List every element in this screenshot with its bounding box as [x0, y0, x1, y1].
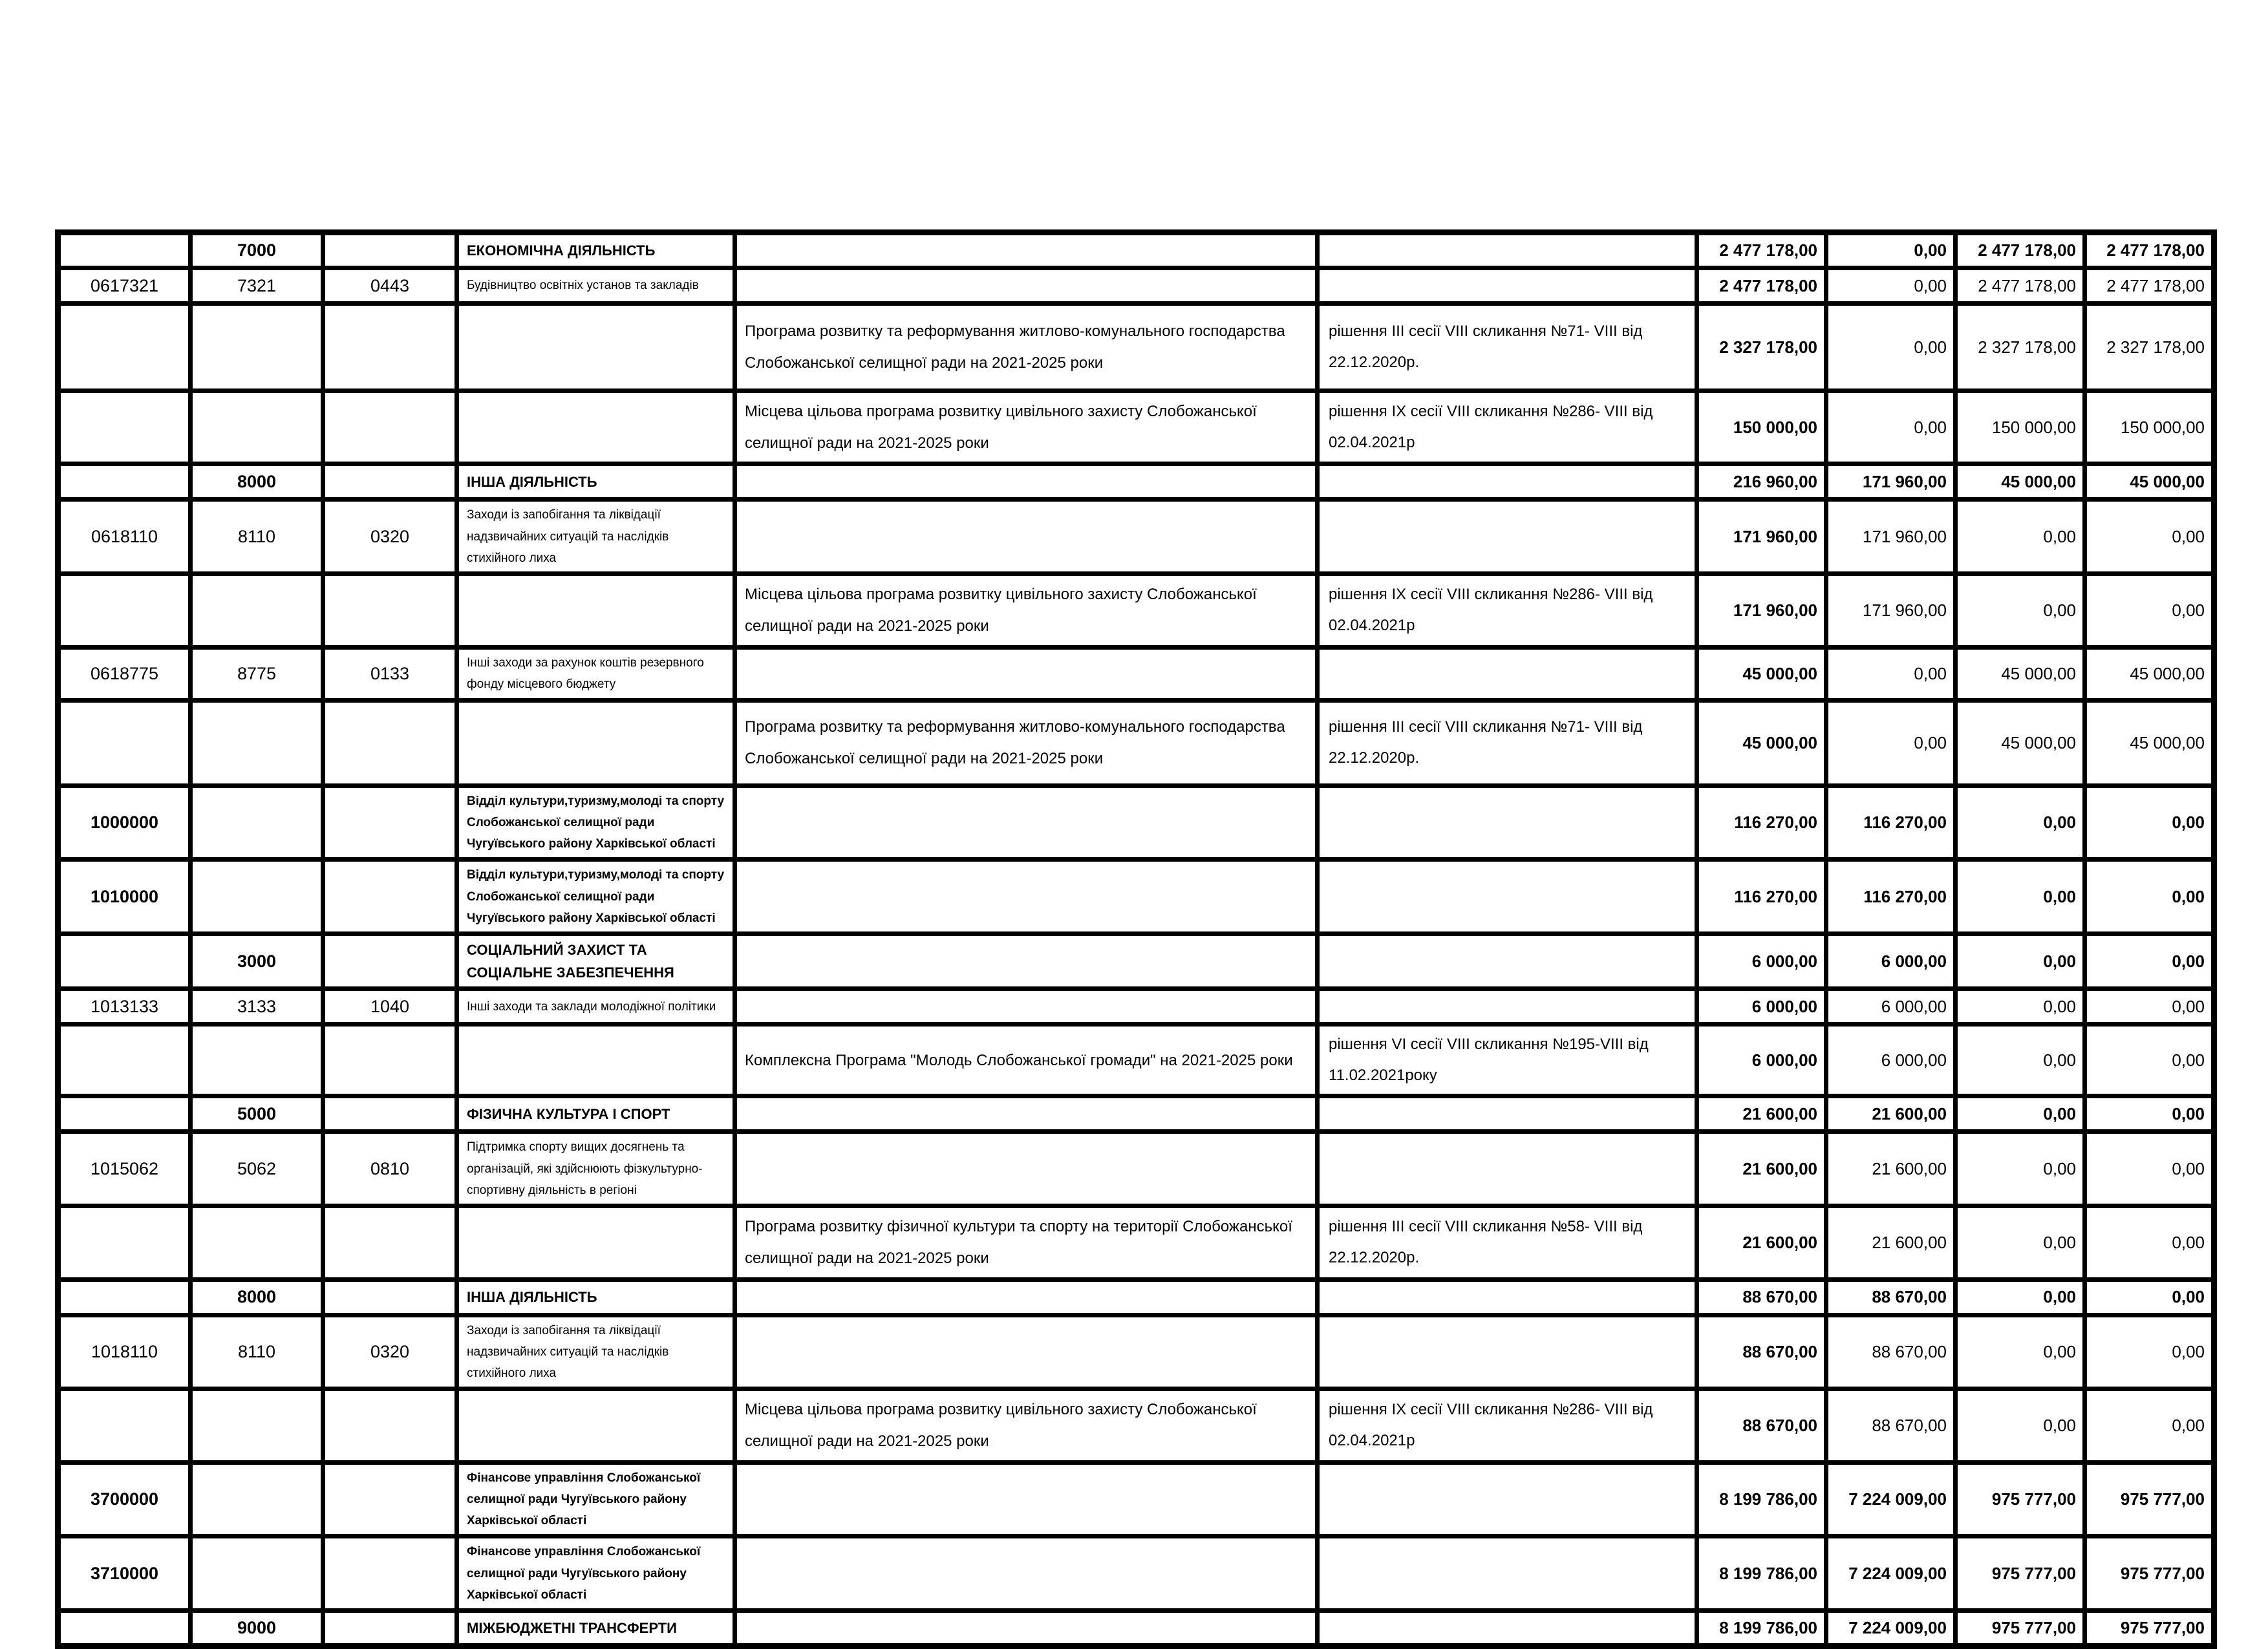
- council-decision-cell: [1318, 1132, 1697, 1206]
- amount-cell: 0,00: [1956, 1389, 2085, 1462]
- council-decision-cell: [1318, 1096, 1697, 1132]
- code-type-cell: [191, 860, 323, 934]
- code-program-cell: 1000000: [58, 785, 191, 860]
- program-name-cell: Інші заходи за рахунок коштів резервного фонду місцевого бюджету: [457, 647, 735, 700]
- amount-cell: 975 777,00: [2085, 1537, 2214, 1611]
- code-func-cell: [323, 785, 457, 860]
- table-row: [58, 1389, 2214, 1462]
- amount-cell: 0,00: [2085, 934, 2214, 989]
- amount-cell: 21 600,00: [1697, 1132, 1826, 1206]
- amount-cell: 6 000,00: [1697, 934, 1826, 989]
- code-type-cell: [191, 1025, 323, 1096]
- council-decision-cell: [1318, 1462, 1697, 1537]
- amount-cell: 6 000,00: [1697, 1025, 1826, 1096]
- table-row: [58, 574, 2214, 647]
- table-row: [58, 500, 2214, 574]
- table-row: [58, 934, 2214, 989]
- local-program-cell: [735, 464, 1318, 500]
- amount-cell: 0,00: [1956, 1025, 2085, 1096]
- amount-cell: 0,00: [1956, 574, 2085, 647]
- amount-cell: 45 000,00: [2085, 700, 2214, 785]
- local-program-cell: [735, 233, 1318, 268]
- table-row: [58, 1315, 2214, 1389]
- amount-cell: 7 224 009,00: [1826, 1537, 1956, 1611]
- amount-cell: 0,00: [1826, 233, 1956, 268]
- code-func-cell: 0320: [323, 1315, 457, 1389]
- council-decision-cell: [1318, 1315, 1697, 1389]
- code-program-cell: [58, 700, 191, 785]
- amount-cell: 0,00: [1826, 304, 1956, 391]
- code-func-cell: [323, 1611, 457, 1646]
- code-program-cell: 0618775: [58, 647, 191, 700]
- code-func-cell: [323, 1025, 457, 1096]
- code-program-cell: 3700000: [58, 1462, 191, 1537]
- local-program-cell: [735, 1537, 1318, 1611]
- amount-cell: 21 600,00: [1697, 1206, 1826, 1279]
- local-program-cell: [735, 268, 1318, 304]
- amount-cell: 0,00: [1956, 785, 2085, 860]
- code-program-cell: 1013133: [58, 989, 191, 1025]
- amount-cell: 171 960,00: [1697, 500, 1826, 574]
- code-type-cell: [191, 785, 323, 860]
- amount-cell: 45 000,00: [1697, 700, 1826, 785]
- council-decision-cell: [1318, 785, 1697, 860]
- budget-table: [55, 229, 2217, 1649]
- local-program-cell: [735, 1315, 1318, 1389]
- table-row: [58, 700, 2214, 785]
- code-program-cell: [58, 391, 191, 464]
- code-func-cell: [323, 304, 457, 391]
- amount-cell: 88 670,00: [1826, 1279, 1956, 1315]
- amount-cell: 0,00: [1956, 1315, 2085, 1389]
- table-row: [58, 647, 2214, 700]
- amount-cell: 0,00: [1826, 647, 1956, 700]
- program-name-cell: [457, 574, 735, 647]
- local-program-cell: Програма розвитку та реформування житлово-комунального господарства Слобожанської селищної ради на 2021-2025 роки: [735, 700, 1318, 785]
- amount-cell: 2 327 178,00: [2085, 304, 2214, 391]
- council-decision-cell: [1318, 647, 1697, 700]
- local-program-cell: [735, 934, 1318, 989]
- amount-cell: 975 777,00: [1956, 1462, 2085, 1537]
- code-type-cell: [191, 700, 323, 785]
- code-program-cell: 1010000: [58, 860, 191, 934]
- code-func-cell: 0443: [323, 268, 457, 304]
- local-program-cell: Місцева цільова програма розвитку цивільного захисту Слобожанської селищної ради на 2021-2025 роки: [735, 574, 1318, 647]
- code-type-cell: 8775: [191, 647, 323, 700]
- amount-cell: 171 960,00: [1697, 574, 1826, 647]
- amount-cell: 45 000,00: [1956, 647, 2085, 700]
- amount-cell: 88 670,00: [1826, 1389, 1956, 1462]
- program-name-cell: Фінансове управління Слобожанської селищної ради Чугуївського району Харківської області: [457, 1537, 735, 1611]
- amount-cell: 116 270,00: [1697, 860, 1826, 934]
- code-func-cell: [323, 1206, 457, 1279]
- amount-cell: 45 000,00: [2085, 647, 2214, 700]
- code-type-cell: [191, 304, 323, 391]
- local-program-cell: [735, 500, 1318, 574]
- program-name-cell: Інші заходи та заклади молодіжної політики: [457, 989, 735, 1025]
- code-program-cell: [58, 1389, 191, 1462]
- code-type-cell: 8000: [191, 1279, 323, 1315]
- amount-cell: 8 199 786,00: [1697, 1537, 1826, 1611]
- amount-cell: 2 477 178,00: [2085, 233, 2214, 268]
- amount-cell: 88 670,00: [1697, 1315, 1826, 1389]
- amount-cell: 116 270,00: [1697, 785, 1826, 860]
- table-row: [58, 1279, 2214, 1315]
- amount-cell: 21 600,00: [1826, 1206, 1956, 1279]
- table-row: [58, 989, 2214, 1025]
- local-program-cell: [735, 1462, 1318, 1537]
- local-program-cell: [735, 1611, 1318, 1646]
- code-program-cell: 1018110: [58, 1315, 191, 1389]
- amount-cell: 21 600,00: [1826, 1132, 1956, 1206]
- local-program-cell: Місцева цільова програма розвитку цивільного захисту Слобожанської селищної ради на 2021-2025 роки: [735, 1389, 1318, 1462]
- code-func-cell: [323, 464, 457, 500]
- program-name-cell: ІНША ДІЯЛЬНІСТЬ: [457, 1279, 735, 1315]
- council-decision-cell: [1318, 934, 1697, 989]
- code-type-cell: [191, 1462, 323, 1537]
- amount-cell: 0,00: [2085, 500, 2214, 574]
- code-program-cell: [58, 1096, 191, 1132]
- amount-cell: 0,00: [1956, 860, 2085, 934]
- program-name-cell: [457, 304, 735, 391]
- local-program-cell: [735, 785, 1318, 860]
- amount-cell: 975 777,00: [2085, 1462, 2214, 1537]
- amount-cell: 2 327 178,00: [1697, 304, 1826, 391]
- council-decision-cell: [1318, 464, 1697, 500]
- table-row: [58, 464, 2214, 500]
- council-decision-cell: [1318, 1611, 1697, 1646]
- table-row: [58, 1206, 2214, 1279]
- program-name-cell: Відділ культури,туризму,молоді та спорту Слобожанської селищної ради Чугуївського району Харківської області: [457, 860, 735, 934]
- program-name-cell: Будівництво освітніх установ та закладів: [457, 268, 735, 304]
- council-decision-cell: рішення IX сесії VIII скликання №286- VIII від 02.04.2021р: [1318, 574, 1697, 647]
- amount-cell: 6 000,00: [1826, 1025, 1956, 1096]
- table-row: [58, 1132, 2214, 1206]
- code-func-cell: [323, 1389, 457, 1462]
- table-row: [58, 268, 2214, 304]
- amount-cell: 6 000,00: [1697, 989, 1826, 1025]
- local-program-cell: [735, 1132, 1318, 1206]
- amount-cell: 2 477 178,00: [1956, 268, 2085, 304]
- amount-cell: 0,00: [1826, 700, 1956, 785]
- code-func-cell: [323, 860, 457, 934]
- amount-cell: 975 777,00: [1956, 1537, 2085, 1611]
- program-name-cell: [457, 700, 735, 785]
- council-decision-cell: [1318, 860, 1697, 934]
- amount-cell: 7 224 009,00: [1826, 1462, 1956, 1537]
- code-func-cell: [323, 1279, 457, 1315]
- table-row: [58, 391, 2214, 464]
- amount-cell: 45 000,00: [1956, 700, 2085, 785]
- amount-cell: 21 600,00: [1697, 1096, 1826, 1132]
- table-row: [58, 1537, 2214, 1611]
- amount-cell: 0,00: [2085, 1389, 2214, 1462]
- program-name-cell: [457, 1389, 735, 1462]
- council-decision-cell: рішення III сесії VIII скликання №71- VIII від 22.12.2020р.: [1318, 700, 1697, 785]
- code-program-cell: [58, 304, 191, 391]
- code-type-cell: 7321: [191, 268, 323, 304]
- table-row: [58, 233, 2214, 268]
- local-program-cell: [735, 1096, 1318, 1132]
- amount-cell: 0,00: [1956, 1096, 2085, 1132]
- amount-cell: 6 000,00: [1826, 934, 1956, 989]
- amount-cell: 2 327 178,00: [1956, 304, 2085, 391]
- code-type-cell: [191, 1389, 323, 1462]
- amount-cell: 2 477 178,00: [1697, 268, 1826, 304]
- code-func-cell: 1040: [323, 989, 457, 1025]
- amount-cell: 171 960,00: [1826, 464, 1956, 500]
- program-name-cell: [457, 1025, 735, 1096]
- code-type-cell: [191, 574, 323, 647]
- amount-cell: 0,00: [2085, 785, 2214, 860]
- council-decision-cell: рішення III сесії VIII скликання №58- VIII від 22.12.2020р.: [1318, 1206, 1697, 1279]
- code-program-cell: [58, 1025, 191, 1096]
- council-decision-cell: рішення III сесії VIII скликання №71- VIII від 22.12.2020р.: [1318, 304, 1697, 391]
- code-program-cell: 0617321: [58, 268, 191, 304]
- council-decision-cell: рішення VI сесії VIII скликання №195-VIII від 11.02.2021року: [1318, 1025, 1697, 1096]
- council-decision-cell: рішення IX сесії VIII скликання №286- VIII від 02.04.2021р: [1318, 1389, 1697, 1462]
- code-func-cell: 0320: [323, 500, 457, 574]
- code-type-cell: [191, 1206, 323, 1279]
- program-name-cell: [457, 391, 735, 464]
- table-row: [58, 1025, 2214, 1096]
- program-name-cell: Заходи із запобігання та ліквідації надзвичайних ситуацій та наслідків стихійного лиха: [457, 500, 735, 574]
- amount-cell: 0,00: [1956, 989, 2085, 1025]
- amount-cell: 0,00: [1956, 1132, 2085, 1206]
- amount-cell: 116 270,00: [1826, 860, 1956, 934]
- code-type-cell: 5062: [191, 1132, 323, 1206]
- amount-cell: 171 960,00: [1826, 574, 1956, 647]
- council-decision-cell: [1318, 989, 1697, 1025]
- program-name-cell: МІЖБЮДЖЕТНІ ТРАНСФЕРТИ: [457, 1611, 735, 1646]
- amount-cell: 0,00: [1956, 500, 2085, 574]
- amount-cell: 216 960,00: [1697, 464, 1826, 500]
- code-func-cell: [323, 391, 457, 464]
- amount-cell: 8 199 786,00: [1697, 1611, 1826, 1646]
- amount-cell: 7 224 009,00: [1826, 1611, 1956, 1646]
- program-name-cell: Заходи із запобігання та ліквідації надзвичайних ситуацій та наслідків стихійного лиха: [457, 1315, 735, 1389]
- code-func-cell: [323, 574, 457, 647]
- amount-cell: 0,00: [2085, 989, 2214, 1025]
- amount-cell: 0,00: [1826, 268, 1956, 304]
- program-name-cell: Відділ культури,туризму,молоді та спорту Слобожанської селищної ради Чугуївського району Харківської області: [457, 785, 735, 860]
- amount-cell: 150 000,00: [1956, 391, 2085, 464]
- council-decision-cell: [1318, 268, 1697, 304]
- code-type-cell: [191, 1537, 323, 1611]
- local-program-cell: Комплексна Програма "Молодь Слобожанської громади" на 2021-2025 роки: [735, 1025, 1318, 1096]
- code-program-cell: [58, 1206, 191, 1279]
- program-name-cell: ІНША ДІЯЛЬНІСТЬ: [457, 464, 735, 500]
- amount-cell: 2 477 178,00: [1697, 233, 1826, 268]
- code-program-cell: 3710000: [58, 1537, 191, 1611]
- amount-cell: 0,00: [2085, 860, 2214, 934]
- amount-cell: 6 000,00: [1826, 989, 1956, 1025]
- amount-cell: 2 477 178,00: [1956, 233, 2085, 268]
- amount-cell: 975 777,00: [2085, 1611, 2214, 1646]
- amount-cell: 0,00: [2085, 1206, 2214, 1279]
- amount-cell: 150 000,00: [1697, 391, 1826, 464]
- local-program-cell: [735, 860, 1318, 934]
- code-type-cell: [191, 391, 323, 464]
- amount-cell: 0,00: [1826, 391, 1956, 464]
- council-decision-cell: [1318, 1537, 1697, 1611]
- program-name-cell: ЕКОНОМІЧНА ДІЯЛЬНІСТЬ: [457, 233, 735, 268]
- amount-cell: 171 960,00: [1826, 500, 1956, 574]
- code-func-cell: [323, 934, 457, 989]
- code-program-cell: 1015062: [58, 1132, 191, 1206]
- local-program-cell: [735, 989, 1318, 1025]
- amount-cell: 0,00: [1956, 1206, 2085, 1279]
- code-func-cell: [323, 1462, 457, 1537]
- table-row: [58, 1462, 2214, 1537]
- amount-cell: 45 000,00: [2085, 464, 2214, 500]
- local-program-cell: Програма розвитку та реформування житлово-комунального господарства Слобожанської селищної ради на 2021-2025 роки: [735, 304, 1318, 391]
- local-program-cell: Програма розвитку фізичної культури та спорту на території Слобожанської селищної ради на 2021-2025 роки: [735, 1206, 1318, 1279]
- program-name-cell: Підтримка спорту вищих досягнень та організацій, які здійснюють фізкультурно-спортивну діяльність в регіоні: [457, 1132, 735, 1206]
- amount-cell: 88 670,00: [1697, 1279, 1826, 1315]
- council-decision-cell: [1318, 233, 1697, 268]
- program-name-cell: [457, 1206, 735, 1279]
- amount-cell: 0,00: [2085, 574, 2214, 647]
- code-func-cell: 0133: [323, 647, 457, 700]
- code-program-cell: [58, 1611, 191, 1646]
- code-func-cell: [323, 700, 457, 785]
- amount-cell: 45 000,00: [1697, 647, 1826, 700]
- code-program-cell: [58, 464, 191, 500]
- code-program-cell: [58, 233, 191, 268]
- program-name-cell: Фінансове управління Слобожанської селищної ради Чугуївського району Харківської області: [457, 1462, 735, 1537]
- code-program-cell: 0618110: [58, 500, 191, 574]
- local-program-cell: Місцева цільова програма розвитку цивільного захисту Слобожанської селищної ради на 2021-2025 роки: [735, 391, 1318, 464]
- council-decision-cell: рішення IX сесії VIII скликання №286- VIII від 02.04.2021р: [1318, 391, 1697, 464]
- amount-cell: 0,00: [2085, 1132, 2214, 1206]
- amount-cell: 0,00: [1956, 1279, 2085, 1315]
- program-name-cell: СОЦІАЛЬНИЙ ЗАХИСТ ТА СОЦІАЛЬНЕ ЗАБЕЗПЕЧЕННЯ: [457, 934, 735, 989]
- table-row: [58, 785, 2214, 860]
- code-program-cell: [58, 1279, 191, 1315]
- amount-cell: 0,00: [2085, 1025, 2214, 1096]
- table-row: [58, 1096, 2214, 1132]
- code-type-cell: 8110: [191, 1315, 323, 1389]
- code-type-cell: 8000: [191, 464, 323, 500]
- council-decision-cell: [1318, 1279, 1697, 1315]
- code-type-cell: 3133: [191, 989, 323, 1025]
- local-program-cell: [735, 647, 1318, 700]
- table-row: [58, 1611, 2214, 1646]
- code-type-cell: 3000: [191, 934, 323, 989]
- council-decision-cell: [1318, 500, 1697, 574]
- amount-cell: 116 270,00: [1826, 785, 1956, 860]
- code-func-cell: [323, 233, 457, 268]
- code-func-cell: 0810: [323, 1132, 457, 1206]
- amount-cell: 0,00: [2085, 1315, 2214, 1389]
- code-program-cell: [58, 934, 191, 989]
- amount-cell: 0,00: [2085, 1279, 2214, 1315]
- amount-cell: 45 000,00: [1956, 464, 2085, 500]
- program-name-cell: ФІЗИЧНА КУЛЬТУРА І СПОРТ: [457, 1096, 735, 1132]
- amount-cell: 975 777,00: [1956, 1611, 2085, 1646]
- code-func-cell: [323, 1537, 457, 1611]
- local-program-cell: [735, 1279, 1318, 1315]
- amount-cell: 2 477 178,00: [2085, 268, 2214, 304]
- table-row: [58, 304, 2214, 391]
- amount-cell: 21 600,00: [1826, 1096, 1956, 1132]
- code-program-cell: [58, 574, 191, 647]
- table-row: [58, 860, 2214, 934]
- budget-table-body: [58, 233, 2214, 1646]
- amount-cell: 8 199 786,00: [1697, 1462, 1826, 1537]
- amount-cell: 88 670,00: [1697, 1389, 1826, 1462]
- code-type-cell: 8110: [191, 500, 323, 574]
- amount-cell: 88 670,00: [1826, 1315, 1956, 1389]
- code-type-cell: 9000: [191, 1611, 323, 1646]
- code-func-cell: [323, 1096, 457, 1132]
- amount-cell: 0,00: [2085, 1096, 2214, 1132]
- code-type-cell: 5000: [191, 1096, 323, 1132]
- amount-cell: 0,00: [1956, 934, 2085, 989]
- amount-cell: 150 000,00: [2085, 391, 2214, 464]
- code-type-cell: 7000: [191, 233, 323, 268]
